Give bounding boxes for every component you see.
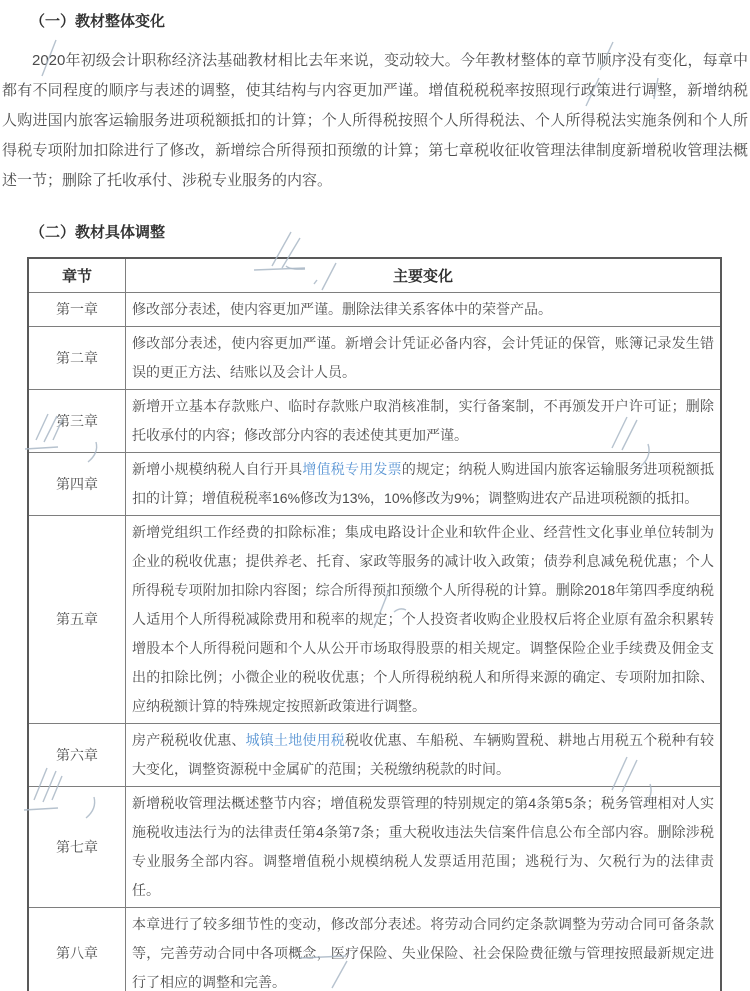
- table-row: [28, 787, 721, 908]
- cell-text: 新增税收管理法概述整节内容；增值税发票管理的特别规定的第4条第5条；税务管理相对人实施税收违法行为的法律责任第4条第7条；重大税收违法失信案件信息公布全部内容。删除涉税专业服务全部内容。调整增值税小规模纳税人发票适用范围；逃税行为、欠税行为的法律责任。: [132, 795, 714, 898]
- section-1-paragraph: 2020年初级会计职称经济法基础教材相比去年来说，变动较大。今年教材整体的章节顺序没有变化，每章中都有不同程度的顺序与表述的调整，使其结构与内容更加严谨。增值税税税率按照现行政策进行调整，新增纳税人购进国内旅客运输服务进项税额抵扣的计算；个人所得税按照个人所得税法、个人所得税法实施条例和个人所得税专项附加扣除进行了修改，新增综合所得预扣预缴的计算；第七章税收征收管理法律制度新增税收管理法概述一节；删除了托收承付、涉税专业服务的内容。: [2, 52, 748, 189]
- cell-text: 的规定；纳税人购进国内旅客运输服务进项税额抵扣的计算；增值税税率16%修改为13%，10%修改为9%；调整购进农产品进项税额的抵扣。: [132, 461, 715, 506]
- table-header-row: [28, 258, 721, 293]
- changes-cell: [126, 908, 722, 991]
- table-header: [28, 258, 721, 293]
- cell-text: 本章进行了较多细节性的变动，修改部分表述。将劳动合同约定条款调整为劳动合同可备条款等，完善劳动合同中各项概念，医疗保险、失业保险、社会保险费征缴与管理按照最新规定进行了相应的调整和完善。: [132, 916, 714, 990]
- column-header-chapter: 章节: [28, 258, 126, 293]
- chapter-changes-table: [27, 257, 722, 991]
- changes-cell: [126, 453, 722, 516]
- chapter-cell: 第七章: [28, 787, 126, 908]
- changes-cell: [126, 787, 722, 908]
- section-1-heading: （一）教材整体变化: [30, 13, 166, 30]
- chapter-cell: 第四章: [28, 453, 126, 516]
- chapter-cell: 第六章: [28, 724, 126, 787]
- chapter-cell: 第八章: [28, 908, 126, 991]
- table-row: [28, 390, 721, 453]
- cell-text: 新增党组织工作经费的扣除标准；集成电路设计企业和软件企业、经营性文化事业单位转制为企业的税收优惠；提供养老、托育、家政等服务的减计收入政策；债券利息减免税优惠；个人所得税专项附加扣除内容图；综合所得预扣预缴个人所得税的计算。删除2018年第四季度纳税人适用个人所得税减除费用和税率的规定；个人投资者收购企业股权后将企业原有盈余积累转增股本个人所得税问题和个人从公开市场取得股票的相关规定。调整保险企业手续费及佣金支出的扣除比例；小微企业的税收优惠；个人所得税纳税人和所得来源的确定、专项附加扣除、应纳税额计算的特殊规定按照新政策进行调整。: [132, 524, 714, 714]
- chapter-cell: 第二章: [28, 327, 126, 390]
- cell-text: 房产税税收优惠、: [132, 732, 246, 748]
- chapter-cell: 第五章: [28, 516, 126, 724]
- changes-cell: [126, 516, 722, 724]
- changes-cell: [126, 390, 722, 453]
- changes-cell: [126, 293, 722, 327]
- table-row: [28, 327, 721, 390]
- cell-text: 税收优惠、车船税、车辆购置税、耕地占用税五个税种有较大变化，调整资源税中金属矿的范围；关税缴纳税款的时间。: [132, 732, 715, 777]
- table-row: [28, 516, 721, 724]
- changes-cell: [126, 724, 722, 787]
- table-row: [28, 724, 721, 787]
- cell-text: 新增开立基本存款账户、临时存款账户取消核准制，实行备案制，不再颁发开户许可证；删除托收承付的内容；修改部分内容的表述使其更加严谨。: [132, 398, 714, 443]
- chapter-cell: 第一章: [28, 293, 126, 327]
- text-link[interactable]: 城镇土地使用税: [245, 732, 346, 748]
- table-body: [28, 293, 721, 991]
- changes-cell: [126, 327, 722, 390]
- chapter-cell: 第三章: [28, 390, 126, 453]
- table-row: [28, 908, 721, 991]
- table-row: [28, 453, 721, 516]
- text-link[interactable]: 增值税专用发票: [302, 461, 402, 477]
- table-row: [28, 293, 721, 327]
- section-2-heading: （二）教材具体调整: [30, 224, 166, 241]
- cell-text: 修改部分表述，使内容更加严谨。新增会计凭证必备内容，会计凭证的保管，账簿记录发生错误的更正方法、结账以及会计人员。: [132, 335, 714, 380]
- cell-text: 新增小规模纳税人自行开具: [132, 461, 303, 477]
- column-header-changes: 主要变化: [126, 258, 722, 293]
- cell-text: 修改部分表述，使内容更加严谨。删除法律关系客体中的荣誉产品。: [132, 301, 552, 317]
